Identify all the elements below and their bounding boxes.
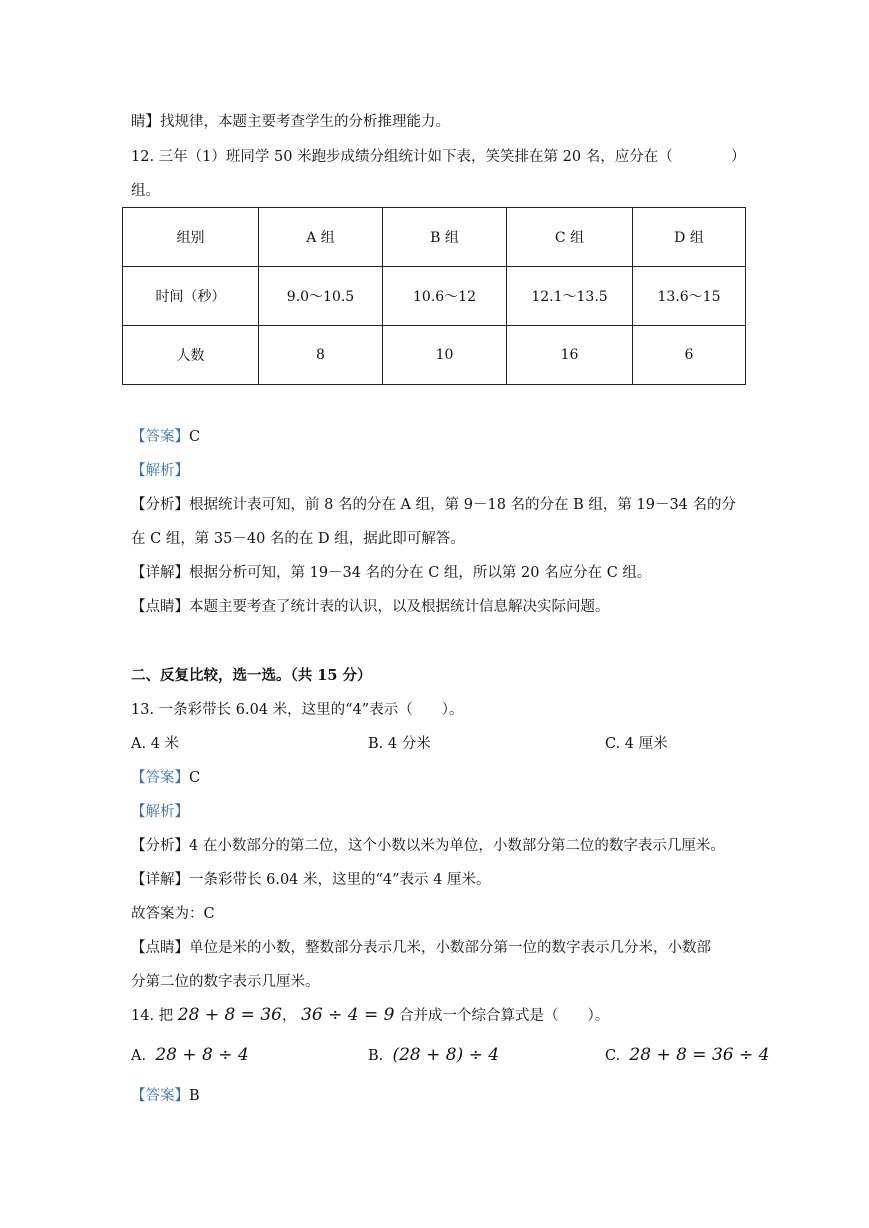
xiangjie-tag: 【详解】 bbox=[131, 565, 189, 581]
q14-answer bbox=[131, 1086, 200, 1106]
q14-option-a bbox=[131, 1044, 249, 1067]
table-cell: 10 bbox=[383, 326, 507, 385]
answer-value: C bbox=[189, 770, 201, 786]
dianjing-text: 本题主要考查了统计表的认识，以及根据统计信息解决实际问题。 bbox=[189, 599, 610, 615]
xiangjie-text: 一条彩带长 6.04 米，这里的“4”表示 4 厘米。 bbox=[189, 872, 491, 888]
table-cell: 10.6～12 bbox=[383, 267, 507, 326]
q12-paren-close: ） bbox=[731, 149, 746, 165]
table-header-cell: B 组 bbox=[383, 208, 507, 267]
table-cell: 16 bbox=[507, 326, 633, 385]
q13-option-b: B. 4 分米 bbox=[368, 736, 431, 752]
score-table bbox=[122, 207, 746, 385]
section-title: 二、反复比较，选一选。（共 15 分） bbox=[131, 667, 372, 684]
option-label: A. bbox=[131, 1048, 147, 1064]
dianjing-tag: 【点睛】 bbox=[131, 940, 189, 956]
table-header-cell: C 组 bbox=[507, 208, 633, 267]
table-row bbox=[123, 267, 746, 326]
q12-stem-line2: 组。 bbox=[131, 183, 160, 199]
answer-value: C bbox=[189, 429, 201, 445]
q13-option-c: C. 4 厘米 bbox=[605, 736, 668, 752]
fenxi-tag: 【分析】 bbox=[131, 838, 189, 854]
dianjing-text: 单位是米的小数，整数部分表示几米，小数部分第一位的数字表示几分米，小数部 bbox=[189, 940, 711, 956]
fenxi-text: 根据统计表可知，前 8 名的分在 A 组，第 9－18 名的分在 B 组，第 19－34 名的分 bbox=[189, 497, 737, 513]
q13-comment-line1 bbox=[131, 938, 711, 958]
q14-expr2: 36 ÷ 4 = 9 bbox=[301, 1005, 395, 1025]
xiangjie-tag: 【详解】 bbox=[131, 872, 189, 888]
table-cell: 6 bbox=[633, 326, 746, 385]
q14-stem-suffix: 合并成一个综合算式是（ ）。 bbox=[399, 1008, 610, 1024]
table-cell: 人数 bbox=[123, 326, 259, 385]
table-row bbox=[123, 208, 746, 267]
q14-option-b bbox=[368, 1044, 499, 1067]
q13-comment-line2: 分第二位的数字表示几厘米。 bbox=[131, 974, 320, 990]
table-cell: 9.0～10.5 bbox=[259, 267, 383, 326]
table-cell: 13.6～15 bbox=[633, 267, 746, 326]
q13-option-a: A. 4 米 bbox=[131, 736, 180, 752]
q14-separator: ， bbox=[281, 1008, 297, 1024]
option-expr: 28 + 8 ÷ 4 bbox=[155, 1045, 249, 1065]
option-label: B. bbox=[368, 1048, 384, 1064]
table-row bbox=[123, 326, 746, 385]
q12-comment bbox=[131, 597, 610, 617]
q14-option-c bbox=[605, 1044, 769, 1067]
q14-stem bbox=[131, 1005, 609, 1026]
q12-stem-text: 12. 三年（1）班同学 50 米跑步成绩分组统计如下表，笑笑排在第 20 名，应分在（ bbox=[131, 149, 673, 165]
dianjing-tag: 【点睛】 bbox=[131, 599, 189, 615]
fenxi-text: 4 在小数部分的第二位，这个小数以米为单位，小数部分第二位的数字表示几厘米。 bbox=[189, 838, 725, 854]
q14-stem-prefix: 14. 把 bbox=[131, 1008, 174, 1024]
q13-conclusion: 故答案为：C bbox=[131, 906, 215, 922]
q14-expr1: 28 + 8 = 36 bbox=[177, 1005, 282, 1025]
q13-detail bbox=[131, 870, 491, 890]
q12-jiexi-tag: 【解析】 bbox=[131, 463, 189, 479]
q12-answer bbox=[131, 427, 200, 447]
table-cell: 12.1～13.5 bbox=[507, 267, 633, 326]
option-expr: (28 + 8) ÷ 4 bbox=[392, 1045, 500, 1065]
table-header-cell: A 组 bbox=[259, 208, 383, 267]
option-label: C. bbox=[605, 1048, 621, 1064]
prev-question-tail: 睛】找规律，本题主要考查学生的分析推理能力。 bbox=[131, 114, 450, 130]
table-header-cell: 组别 bbox=[123, 208, 259, 267]
answer-tag: 【答案】 bbox=[131, 770, 189, 786]
q13-jiexi-tag: 【解析】 bbox=[131, 804, 189, 820]
xiangjie-text: 根据分析可知，第 19－34 名的分在 C 组，所以第 20 名应分在 C 组。 bbox=[189, 565, 652, 581]
q13-analysis bbox=[131, 836, 725, 856]
answer-tag: 【答案】 bbox=[131, 429, 189, 445]
q12-stem bbox=[131, 147, 673, 167]
q13-stem: 13. 一条彩带长 6.04 米，这里的“4”表示（ ）。 bbox=[131, 702, 464, 718]
q12-detail bbox=[131, 563, 651, 583]
answer-value: B bbox=[189, 1088, 200, 1104]
fenxi-tag: 【分析】 bbox=[131, 497, 189, 513]
option-expr: 28 + 8 = 36 ÷ 4 bbox=[629, 1045, 770, 1065]
table-header-cell: D 组 bbox=[633, 208, 746, 267]
q12-analysis-line1 bbox=[131, 495, 736, 515]
table-cell: 时间（秒） bbox=[123, 267, 259, 326]
q13-answer bbox=[131, 768, 200, 788]
answer-tag: 【答案】 bbox=[131, 1088, 189, 1104]
q12-analysis-line2: 在 C 组，第 35－40 名的在 D 组，据此即可解答。 bbox=[131, 531, 465, 547]
table-cell: 8 bbox=[259, 326, 383, 385]
